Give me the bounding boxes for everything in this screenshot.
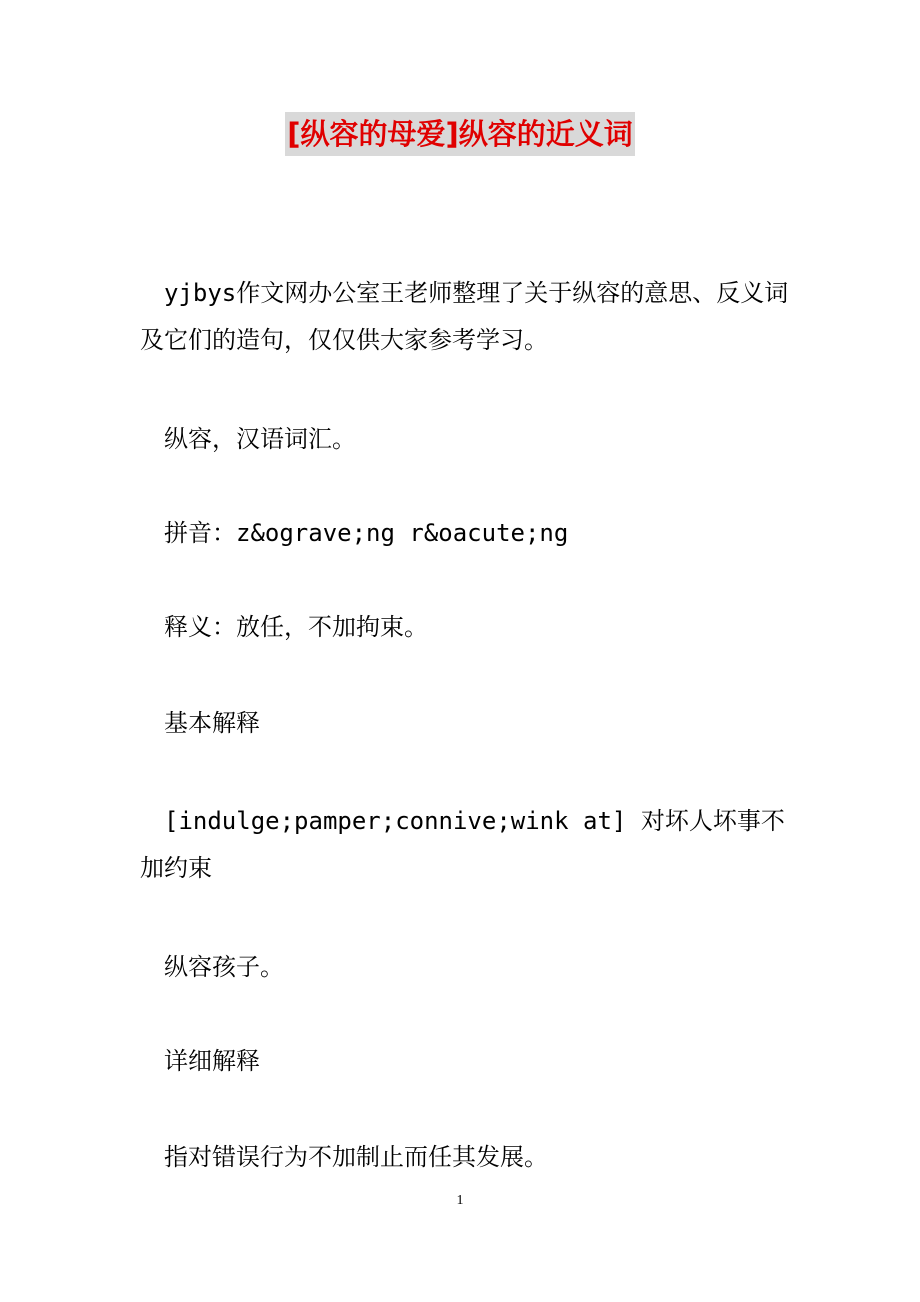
heading-detailed-explanation: 详细解释 — [164, 1047, 260, 1075]
paragraph-example: 纵容孩子。 — [164, 953, 284, 981]
paragraph-pinyin: 拼音：z&ograve;ng r&oacute;ng — [164, 519, 569, 547]
paragraph-detail: 指对错误行为不加制止而任其发展。 — [164, 1143, 548, 1171]
paragraph-english-meaning: [indulge;pamper;connive;wink at] 对坏人坏事不加约束 — [140, 807, 785, 882]
paragraph-meaning: 释义：放任，不加拘束。 — [164, 613, 428, 641]
paragraph-definition: 纵容，汉语词汇。 — [164, 425, 356, 453]
title-container — [0, 112, 920, 156]
heading-basic-explanation: 基本解释 — [164, 709, 260, 737]
paragraph-intro: yjbys作文网办公室王老师整理了关于纵容的意思、反义词及它们的造句，仅仅供大家参考学习。 — [140, 279, 789, 354]
page-number: 1 — [456, 1193, 464, 1208]
page-title: [纵容的母爱]纵容的近义词 — [285, 112, 635, 156]
